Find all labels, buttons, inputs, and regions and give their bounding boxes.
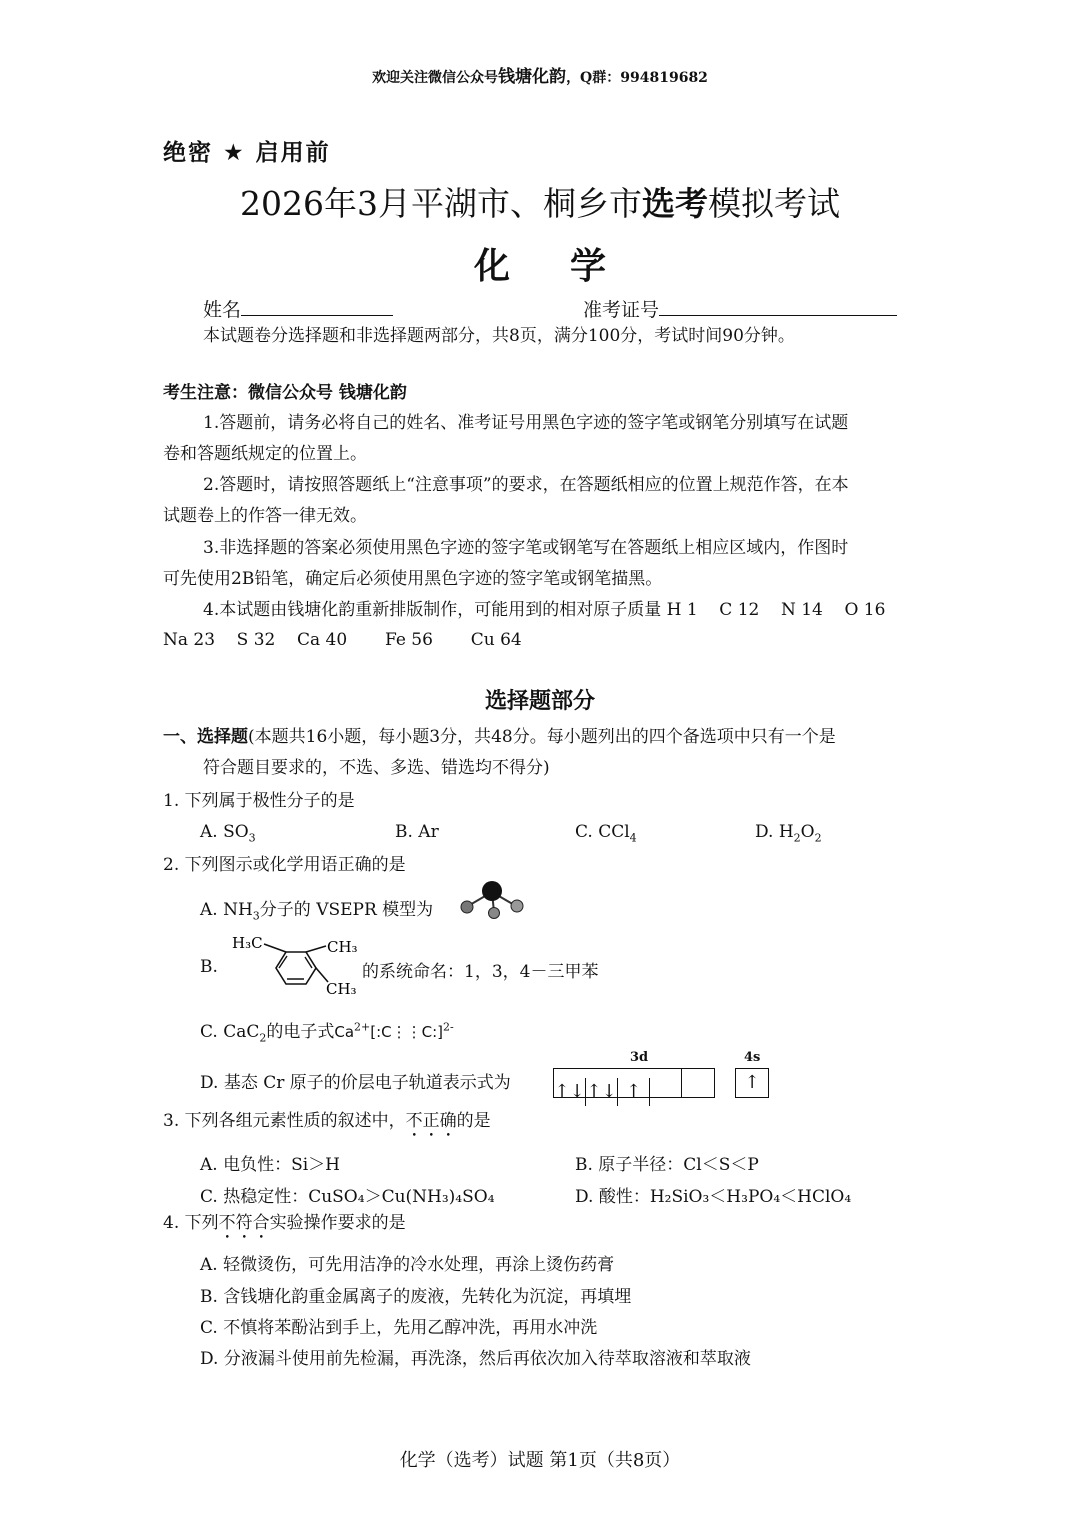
q1-d-mid: O bbox=[800, 822, 815, 842]
b-ch3-bottom-label: CH₃ bbox=[326, 980, 357, 998]
exam-id-blank-line bbox=[659, 295, 897, 316]
q3-stem-pre: 3. 下列各组元素性质的叙述中， bbox=[163, 1111, 406, 1131]
q2-c-ca: Ca bbox=[334, 1023, 355, 1041]
intro-text: 本试题卷分选择题和非选择题两部分，共8页，满分100分，考试时间90分钟。 bbox=[203, 326, 795, 346]
part1-label: 一、选择题 bbox=[163, 727, 248, 747]
q1-c-text: C. CCl bbox=[575, 822, 630, 842]
q2-c-ca-charge: 2+ bbox=[354, 1020, 371, 1034]
top-watermark-note bbox=[0, 62, 1080, 87]
header-prefix: 欢迎关注微信公众号 bbox=[372, 70, 499, 86]
q3-option-d: D. 酸性：H₂SiO₃＜H₃PO₄＜HClO₄ bbox=[575, 1187, 852, 1207]
q2-a-post: 分子的 VSEPR 模型为 bbox=[259, 900, 434, 920]
q2-option-a bbox=[200, 895, 433, 922]
orbital-3d-cell-3: ↑ bbox=[618, 1078, 650, 1106]
header-brand: 钱塘化韵 bbox=[498, 67, 567, 87]
part1-desc-line1 bbox=[163, 722, 836, 752]
q2-c-charge: 2- bbox=[443, 1020, 454, 1034]
orbital-3d-cell-4 bbox=[650, 1069, 682, 1097]
q4-option-c: C. 不慎将苯酚沾到手上，先用乙醇冲洗，再用水冲洗 bbox=[200, 1318, 598, 1338]
exam-title bbox=[0, 178, 1080, 225]
q1-option-d bbox=[755, 822, 822, 844]
page-footer: 化学（选考）试题 第1页（共8页） bbox=[399, 1450, 681, 1471]
b-ch3-top-label: CH₃ bbox=[327, 938, 358, 956]
q2-option-c bbox=[200, 1017, 454, 1044]
notice-item1-line2: 卷和答题纸规定的位置上。 bbox=[163, 444, 367, 464]
q3-stem-emph: 不正确 bbox=[405, 1111, 457, 1131]
q1-a-sub: 3 bbox=[248, 831, 256, 845]
name-label: 姓名 bbox=[203, 299, 242, 321]
q3-option-b: B. 原子半径：Cl＜S＜P bbox=[575, 1155, 759, 1175]
exam-id-label: 准考证号 bbox=[583, 299, 660, 321]
notice-item1-line1: 1.答题前，请务必将自己的姓名、准考证号用黑色字迹的签字笔或钢笔分别填写在试题 bbox=[203, 413, 849, 433]
q1-d-text: D. H bbox=[755, 822, 794, 842]
q1-d-sub1: 2 bbox=[793, 831, 801, 845]
part1-desc: (本题共16小题，每小题3分，共48分。每小题列出的四个备选项中只有一个是 bbox=[248, 727, 836, 747]
q3-option-c: C. 热稳定性：CuSO₄＞Cu(NH₃)₄SO₄ bbox=[200, 1187, 495, 1207]
orbital-3d-cell-5 bbox=[682, 1069, 714, 1097]
q2-stem: 2. 下列图示或化学用语正确的是 bbox=[163, 855, 406, 875]
notice-item4-line2: Na 23 S 32 Ca 40 Fe 56 Cu 64 bbox=[163, 630, 522, 650]
orbital-3d-box bbox=[553, 1068, 715, 1102]
header-suffix: ，Q群：994819682 bbox=[566, 70, 708, 86]
subject-heading: 化学 bbox=[473, 245, 666, 287]
q1-stem: 1. 下列属于极性分子的是 bbox=[163, 791, 355, 811]
name-field bbox=[203, 295, 393, 322]
q1-option-b: B. Ar bbox=[395, 822, 439, 842]
title-part1: 2026年3月平湖市、桐乡市 bbox=[240, 184, 642, 223]
q2-c-sub: 2 bbox=[259, 1031, 267, 1045]
trimethylbenzene-structure-icon bbox=[230, 930, 362, 1000]
orbital-4s-box bbox=[735, 1068, 769, 1098]
notice-item3-line2: 可先使用2B铅笔，确定后必须使用黑色字迹的签字笔或钢笔描黑。 bbox=[163, 569, 663, 589]
q2-c-post: 的电子式 bbox=[266, 1022, 335, 1042]
q2-option-b-text: 的系统命名：1，3，4－三甲苯 bbox=[362, 962, 599, 982]
q1-c-sub: 4 bbox=[629, 831, 637, 845]
q1-option-c bbox=[575, 822, 637, 844]
title-part2: 选考 bbox=[641, 184, 708, 223]
notice-item2-line1: 2.答题时，请按照答题纸上“注意事项”的要求，在答题纸相应的位置上规范作答，在本 bbox=[203, 475, 849, 495]
q1-a-text: A. SO bbox=[200, 822, 249, 842]
notice-title: 考生注意：微信公众号 钱塘化韵 bbox=[163, 383, 407, 403]
q3-stem bbox=[163, 1106, 491, 1141]
vsepr-model-icon bbox=[456, 878, 532, 920]
q4-stem-emph: 不符合 bbox=[218, 1213, 270, 1233]
part1-desc-line2: 符合题目要求的，不选、多选、错选均不得分) bbox=[203, 758, 550, 778]
orbital-3d-cell-2: ↑↓ bbox=[586, 1078, 618, 1106]
b-h3c-label: H₃C bbox=[232, 934, 263, 952]
notice-item2-line2: 试题卷上的作答一律无效。 bbox=[163, 506, 367, 526]
title-part3: 模拟考试 bbox=[707, 184, 840, 223]
q2-c-formula: [:C⋮⋮C:] bbox=[370, 1023, 444, 1041]
q3-stem-post: 的是 bbox=[456, 1111, 491, 1131]
orbital-3d-cell-1: ↑↓ bbox=[554, 1078, 586, 1106]
q4-option-a: A. 轻微烫伤，可先用洁净的冷水处理，再涂上烫伤药膏 bbox=[200, 1255, 615, 1275]
q4-stem-pre: 4. 下列 bbox=[163, 1213, 219, 1233]
q3-option-a: A. 电负性：Si＞H bbox=[200, 1155, 340, 1175]
q4-option-d: D. 分液漏斗使用前先检漏，再洗涤，然后再依次加入待萃取溶液和萃取液 bbox=[200, 1349, 751, 1369]
orbital-3d-label: 3d bbox=[630, 1050, 649, 1065]
q1-d-sub2: 2 bbox=[814, 831, 822, 845]
q2-a-pre: A. NH bbox=[200, 900, 253, 920]
secret-label: 绝密 ★ 启用前 bbox=[163, 140, 331, 166]
name-blank-line bbox=[241, 295, 393, 316]
orbital-4s-label: 4s bbox=[744, 1050, 761, 1065]
section-title: 选择题部分 bbox=[484, 689, 595, 714]
q4-stem-post: 实验操作要求的是 bbox=[269, 1213, 406, 1233]
q2-c-pre: C. CaC bbox=[200, 1022, 260, 1042]
q2-option-b-label: B. bbox=[200, 957, 218, 977]
exam-id-field bbox=[583, 295, 897, 322]
orbital-4s-cell-1: ↑ bbox=[744, 1072, 760, 1093]
q2-option-d-text: D. 基态 Cr 原子的价层电子轨道表示式为 bbox=[200, 1073, 511, 1093]
q1-option-a bbox=[200, 822, 256, 844]
notice-item3-line1: 3.非选择题的答案必须使用黑色字迹的签字笔或钢笔写在答题纸上相应区域内，作图时 bbox=[203, 538, 849, 558]
q4-option-b: B. 含钱塘化韵重金属离子的废液，先转化为沉淀，再填埋 bbox=[200, 1287, 632, 1307]
notice-item4-line1: 4.本试题由钱塘化韵重新排版制作，可能用到的相对原子质量 H 1 C 12 N 14 O 16 bbox=[203, 600, 886, 620]
q4-stem bbox=[163, 1208, 406, 1243]
q2-a-sub: 3 bbox=[252, 909, 260, 923]
